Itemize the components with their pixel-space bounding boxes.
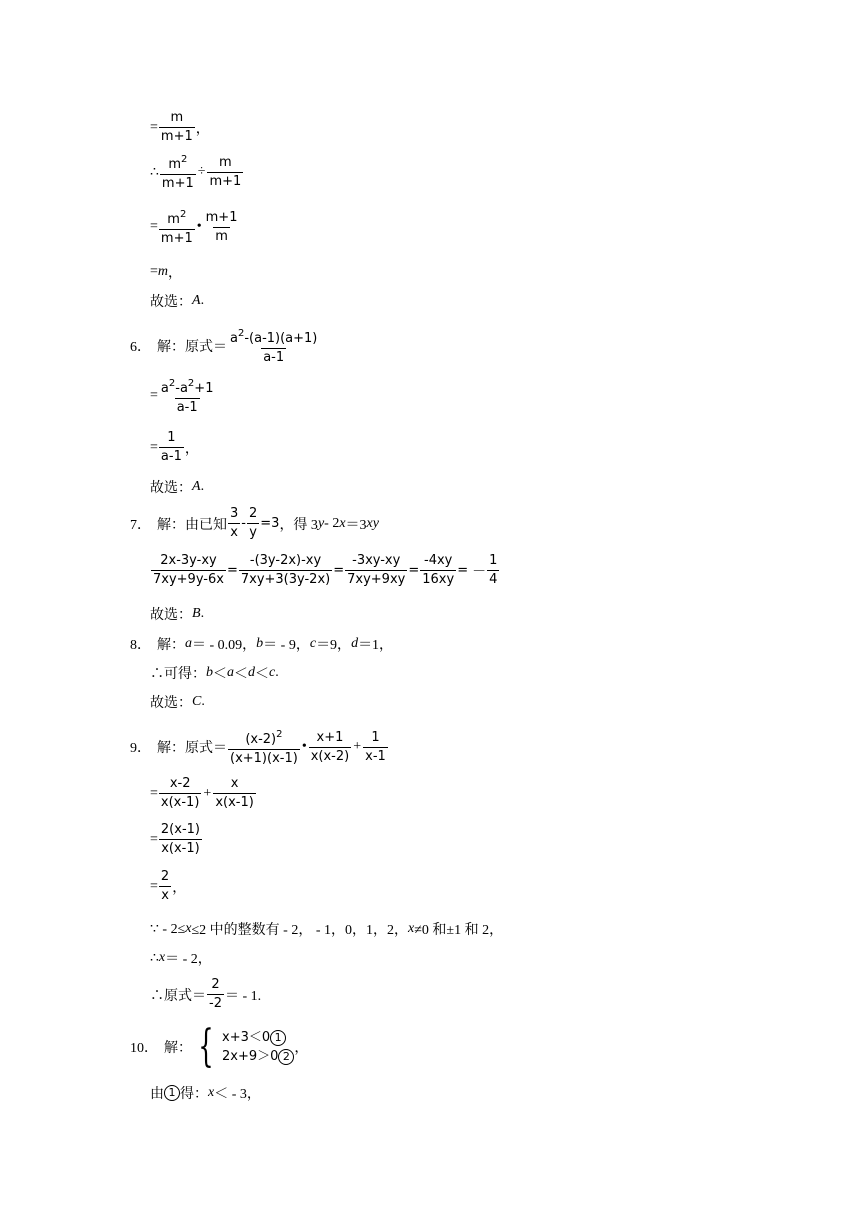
s7-step-1: 7． 解：由已知 $\frac{3}{x}$ - $\frac{2}{y}$ =3 ，得 3 y - 2 x ＝3 xy: [130, 506, 379, 540]
fraction: $\frac{m}{m+1}$: [160, 110, 193, 144]
s6-answer: 故选： A .: [150, 479, 205, 496]
s6-step-3: = $\frac{1}{a-1}$ ，: [150, 430, 199, 464]
s7-answer: 故选： B .: [150, 606, 205, 623]
s9-step-4: = $\frac{2}{x}$ ，: [150, 869, 187, 903]
s8-step-2: ∴可得： b ＜ a ＜ d ＜ c .: [150, 665, 279, 682]
circled-number: 1: [164, 1085, 180, 1101]
problem-number: 9．: [130, 741, 151, 756]
fraction: $\frac{2}{-2}$: [209, 977, 222, 1011]
s9-step-2: = $\frac{x-2}{x(x-1)}$ + $\frac{x}{x(x-1)}$: [150, 776, 254, 810]
fraction: $\frac{x-2}{x(x-1)}$: [160, 776, 200, 810]
s6-step-1: 6． 解：原式＝ $\frac{a^2-(a-1)(a+1)}{a-1}$: [130, 328, 318, 365]
fraction: $\frac{m^2}{m+1}$: [161, 154, 194, 191]
s5-step-1: = $\frac{m}{m+1}$ ，: [150, 110, 210, 144]
fraction: $\frac{m}{m+1}$: [209, 154, 242, 189]
fraction: $\frac{a^2-a^2+1}{a-1}$: [160, 378, 214, 415]
s10-system: 10． 解： { x+3＜0 1 2x+9＞0 2 ，: [130, 1021, 309, 1072]
s9-step-3: = $\frac{2(x-1)}{x(x-1)}$: [150, 822, 200, 856]
problem-number: 10．: [130, 1041, 158, 1056]
s10-step-1: 由 1 得： x ＜ - 3，: [150, 1085, 261, 1102]
circled-number: 1: [270, 1030, 286, 1046]
inequality-system: x+3＜0 1 2x+9＞0 2: [222, 1028, 294, 1066]
fraction: $\frac{2}{y}$: [248, 506, 258, 540]
problem-number: 7．: [130, 517, 151, 533]
s8-step-1: 8． 解： a ＝ - 0.09， b ＝ - 9， c ＝9， d ＝1，: [130, 636, 394, 653]
s5-result: = m ，: [150, 264, 183, 281]
s9-x-value: ∴ x ＝ - 2，: [150, 950, 212, 967]
fraction: $\frac{3}{x}$: [230, 506, 239, 540]
equals-sign: =: [150, 119, 158, 135]
fraction: $\frac{x}{x(x-1)}$: [215, 776, 254, 810]
fraction: $\frac{m+1}{m}$: [205, 209, 238, 244]
fraction: $\frac{-(3y-2x)-xy}{7xy+3(3y-2x)}$: [240, 553, 331, 587]
fraction: $\frac{x+1}{x(x-2)}$: [310, 729, 350, 764]
fraction: $\frac{2x-3y-xy}{7xy+9y-6x}$: [153, 553, 224, 587]
fraction: $\frac{2(x-1)}{x(x-1)}$: [160, 822, 200, 856]
s9-final: ∴原式＝ $\frac{2}{-2}$ ＝ - 1.: [150, 977, 262, 1011]
problem-number: 8．: [130, 638, 151, 653]
s7-step-2: $\frac{2x-3y-xy}{7xy+9y-6x}$ = $\frac{-(3y-2x)-xy}{7xy+3(3y-2x)}$ = $\frac{-3xy-xy}{7xy+9xy}$ = $\frac{-4xy}{16xy}$ = － $\frac{1}{4}$: [153, 553, 498, 587]
s9-because: ∵ - 2≤ x ≤2 中的整数有 - 2， - 1，0，1，2， x ≠0 和±1 和 2，: [150, 921, 504, 938]
s9-step-1: 9． 解：原式＝ $\frac{(x-2)^2}{(x+1)(x-1)}$ • $\frac{x+1}{x(x-2)}$ + $\frac{1}{x-1}$: [130, 729, 386, 766]
fraction: $\frac{1}{x-1}$: [365, 729, 386, 764]
s5-step-2: ∴ $\frac{m^2}{m+1}$ ÷ $\frac{m}{m+1}$: [150, 154, 242, 191]
circled-number: 2: [278, 1049, 294, 1065]
s6-step-2: = $\frac{a^2-a^2+1}{a-1}$: [150, 378, 214, 415]
left-brace-icon: {: [198, 1021, 214, 1072]
s5-step-3: = $\frac{m^2}{m+1}$ • $\frac{m+1}{m}$: [150, 209, 238, 246]
s8-answer: 故选： C .: [150, 694, 205, 711]
fraction: $\frac{(x-2)^2}{(x+1)(x-1)}$: [230, 729, 298, 766]
problem-number: 6．: [130, 340, 151, 355]
fraction: $\frac{-3xy-xy}{7xy+9xy}$: [347, 553, 406, 587]
s5-answer: 故选： A .: [150, 293, 205, 310]
fraction: $\frac{1}{4}$: [489, 553, 498, 587]
fraction: $\frac{1}{a-1}$: [160, 430, 182, 464]
fraction: $\frac{-4xy}{16xy}$: [422, 553, 455, 587]
fraction: $\frac{m^2}{m+1}$: [160, 209, 193, 246]
fraction: $\frac{a^2-(a-1)(a+1)}{a-1}$: [230, 328, 318, 365]
fraction: $\frac{2}{x}$: [160, 869, 170, 903]
